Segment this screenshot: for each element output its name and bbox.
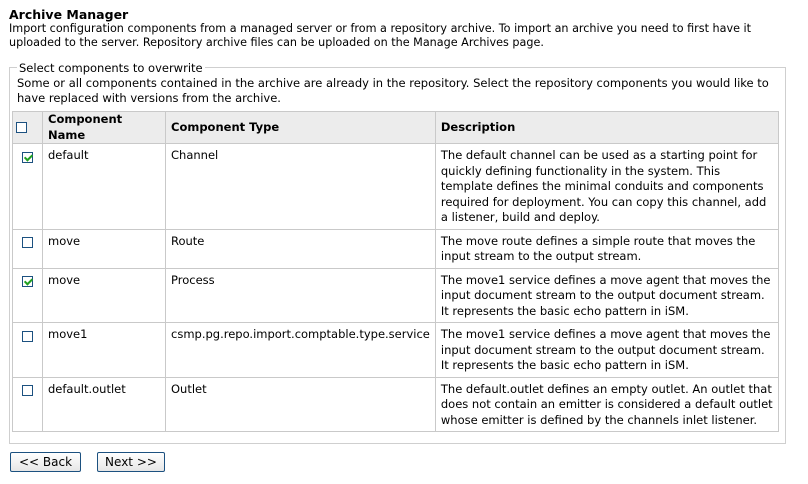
next-button[interactable]: Next >> <box>97 452 165 472</box>
component-type: Process <box>166 268 436 323</box>
row-checkbox[interactable] <box>22 152 33 163</box>
table-row <box>13 144 779 230</box>
page-title: Archive Manager <box>9 7 129 22</box>
component-name: move <box>43 229 166 268</box>
component-description: The move route defines a simple route that moves the input stream to the output stream. <box>435 229 778 268</box>
table-row <box>13 377 779 432</box>
component-name: move <box>43 268 166 323</box>
section-description: Some or all components contained in the archive are already in the repository. Select the repository components you would like to have replaced with versions from the archive. <box>17 76 769 105</box>
table-header-row <box>13 112 779 144</box>
intro-text: Import configuration components from a managed server or from a repository archive. To import an archive you need to first have it uploaded to the server. Repository archive files can be uploaded on the Manage Archives page. <box>9 22 752 49</box>
select-all-checkbox[interactable] <box>16 122 27 133</box>
row-checkbox[interactable] <box>22 237 33 248</box>
components-table <box>12 111 779 432</box>
row-checkbox[interactable] <box>22 331 33 342</box>
back-button[interactable]: << Back <box>10 452 81 472</box>
row-select-cell <box>13 268 43 323</box>
component-description: The default.outlet defines an empty outlet. An outlet that does not contain an emitter is considered a default outlet whose emitter is defined by the channels inlet listener. <box>435 377 778 432</box>
fieldset-legend: Select components to overwrite <box>19 61 203 75</box>
select-all-header <box>13 112 43 144</box>
column-header-type[interactable]: Component Type <box>166 112 436 144</box>
component-type: Channel <box>166 144 436 230</box>
component-name: default.outlet <box>43 377 166 432</box>
row-checkbox[interactable] <box>22 385 33 396</box>
table-row <box>13 268 779 323</box>
row-select-cell <box>13 377 43 432</box>
component-description: The move1 service defines a move agent that moves the input document stream to the output document stream. It represents the basic echo pattern in iSM. <box>435 323 778 378</box>
row-checkbox[interactable] <box>22 276 33 287</box>
row-select-cell <box>13 229 43 268</box>
table-row <box>13 229 779 268</box>
column-header-description[interactable]: Description <box>435 112 778 144</box>
row-select-cell <box>13 323 43 378</box>
column-header-name[interactable]: Component Name <box>43 112 166 144</box>
component-description: The default channel can be used as a starting point for quickly defining functionality in the system. This template defines the minimal conduits and components required for deployment. You can copy this channel, add a listener, build and deploy. <box>435 144 778 230</box>
component-type: Outlet <box>166 377 436 432</box>
component-name: default <box>43 144 166 230</box>
row-select-cell <box>13 144 43 230</box>
component-type: csmp.pg.repo.import.comptable.type.service <box>166 323 436 378</box>
table-row <box>13 323 779 378</box>
component-type: Route <box>166 229 436 268</box>
component-name: move1 <box>43 323 166 378</box>
component-description: The move1 service defines a move agent that moves the input document stream to the output document stream. It represents the basic echo pattern in iSM. <box>435 268 778 323</box>
